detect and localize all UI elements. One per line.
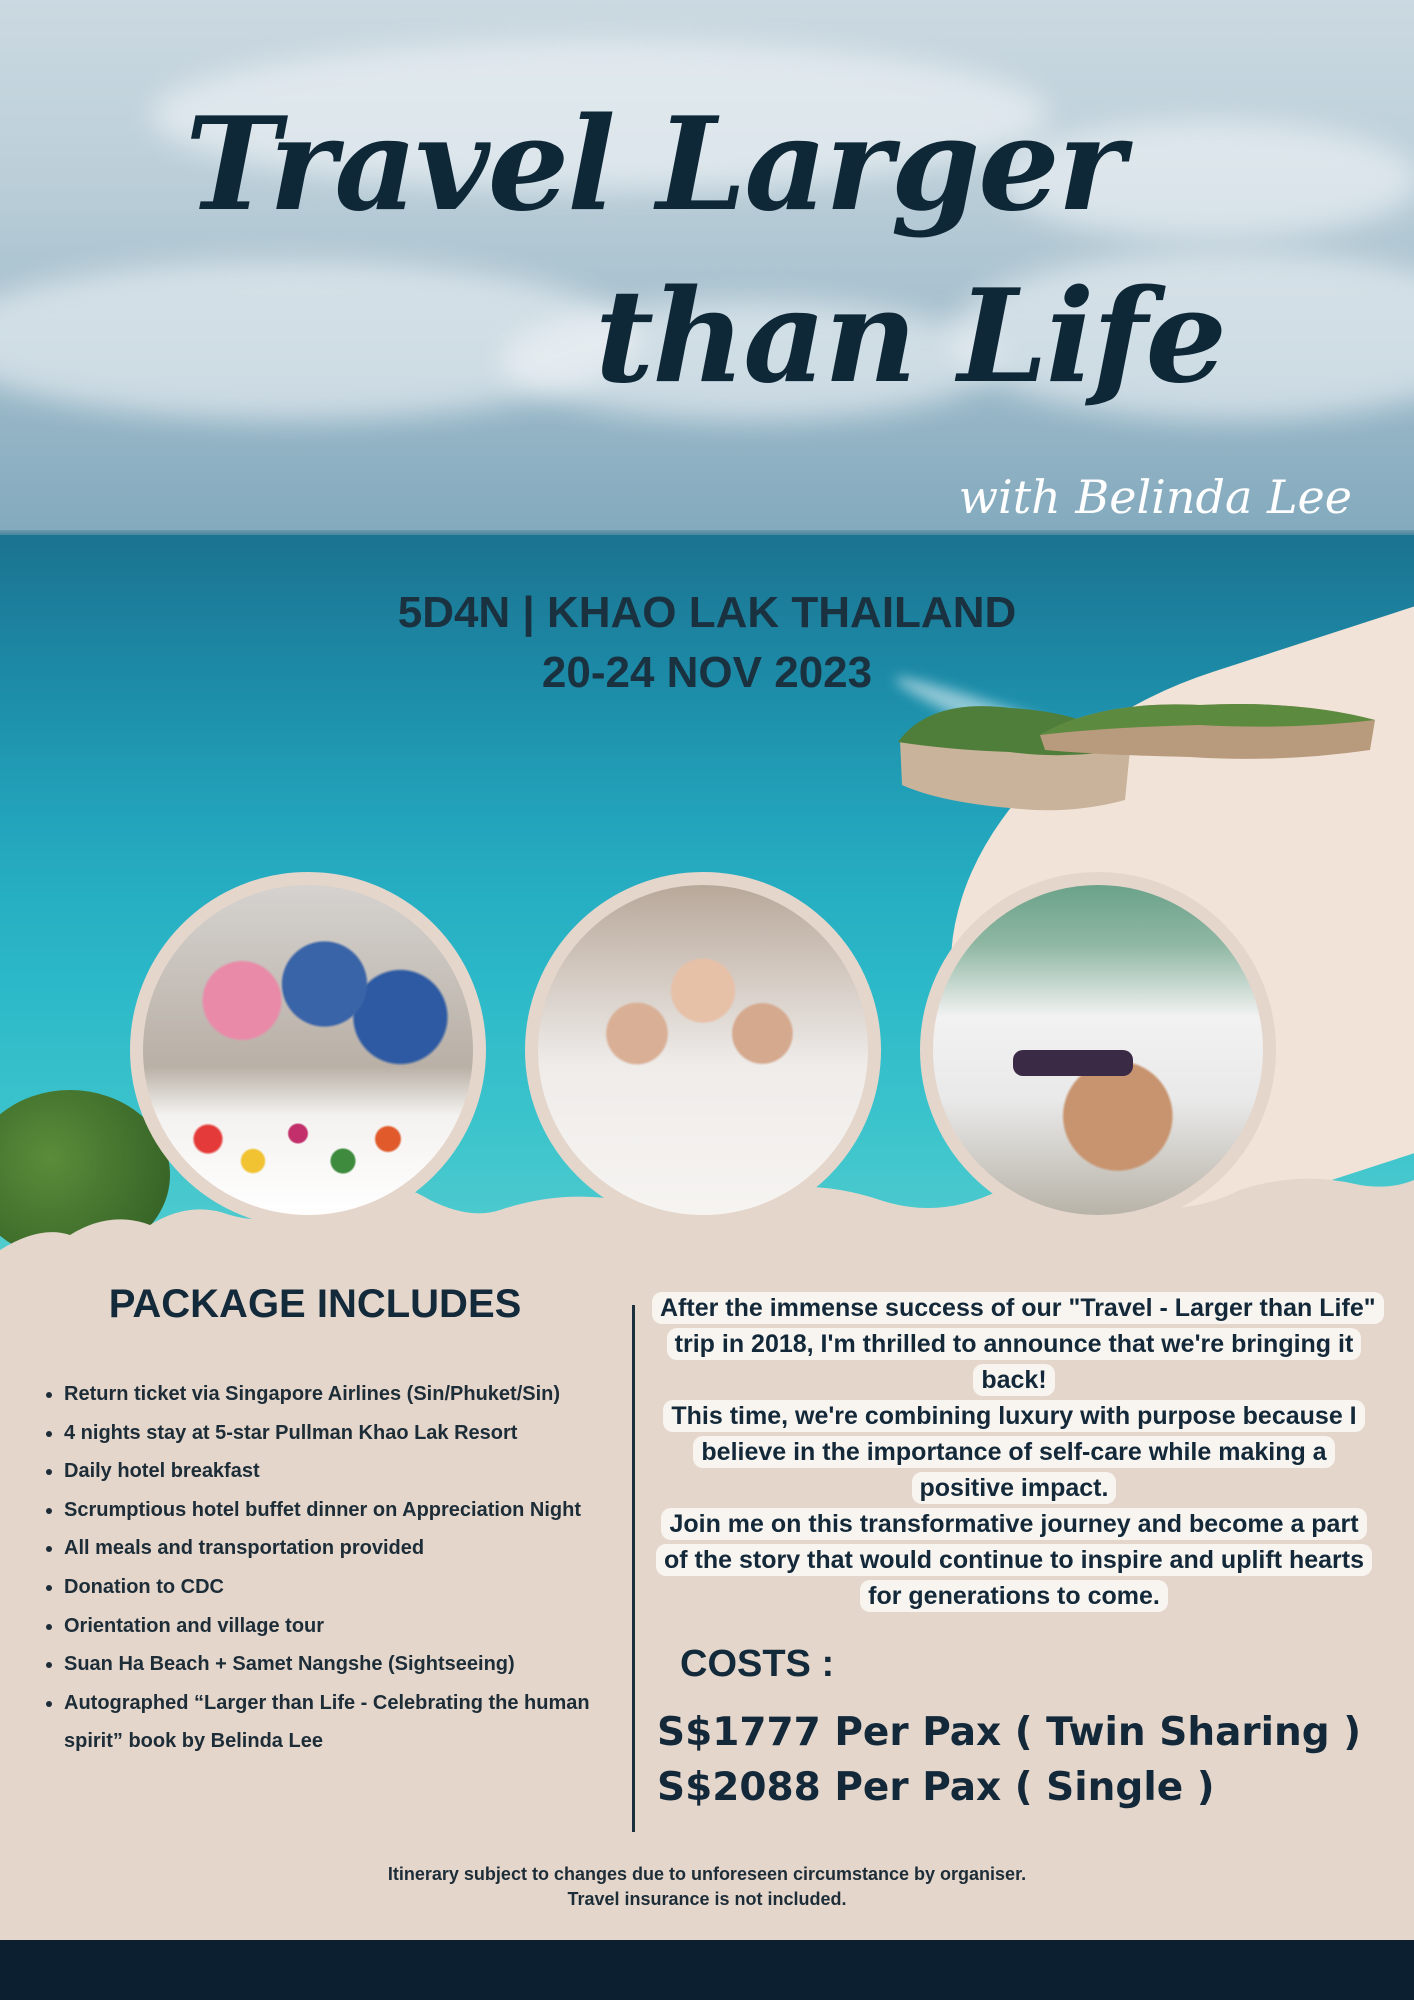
photo-host-with-children xyxy=(525,872,881,1228)
poster-title-line1: Travel Larger xyxy=(185,90,1124,240)
sunglasses xyxy=(1013,1050,1133,1076)
poster-title-line2: than Life xyxy=(595,262,1225,412)
list-item: • Scrumptious hotel buffet dinner on Appreciation Night xyxy=(64,1491,649,1530)
costs-label: COSTS : xyxy=(680,1643,835,1685)
list-item: • Suan Ha Beach + Samet Nangshe (Sightseeing) xyxy=(64,1645,649,1684)
list-item: • Donation to CDC xyxy=(64,1568,649,1607)
story-paragraph: Join me on this transformative journey and become a part of the story that would continue to inspire and uplift hearts for generations to come. xyxy=(656,1508,1372,1612)
list-item: • Daily hotel breakfast xyxy=(64,1452,649,1491)
story-paragraph: After the immense success of our "Travel - Larger than Life" trip in 2018, I'm thrilled to announce that we're bringing it back! xyxy=(652,1292,1384,1396)
list-item: • Return ticket via Singapore Airlines (Sin/Phuket/Sin) xyxy=(64,1375,649,1414)
footer-bar xyxy=(0,1940,1414,2000)
island-rock-far xyxy=(1040,695,1380,765)
trip-dates: 20-24 NOV 2023 xyxy=(541,648,873,697)
photo-children-flower-crafts xyxy=(130,872,486,1228)
list-item: • 4 nights stay at 5-star Pullman Khao Lak Resort xyxy=(64,1414,649,1453)
trip-story xyxy=(652,1290,1376,1614)
disclaimer-itinerary: Itinerary subject to changes due to unforeseen circumstance by organiser. xyxy=(387,1864,1027,1884)
poster-subtitle: with Belinda Lee xyxy=(958,470,1352,524)
package-includes-title: PACKAGE INCLUDES xyxy=(108,1282,522,1326)
list-item: • Orientation and village tour xyxy=(64,1607,649,1646)
flower-garlands xyxy=(163,1095,463,1205)
trip-duration-location: 5D4N | KHAO LAK THAILAND xyxy=(397,588,1017,637)
list-item: • All meals and transportation provided xyxy=(64,1529,649,1568)
price-single: S$2088 Per Pax ( Single ) xyxy=(657,1765,1215,1810)
story-paragraph: This time, we're combining luxury with purpose because I believe in the importance of self-care while making a positive impact. xyxy=(663,1400,1364,1504)
disclaimer-insurance: Travel insurance is not included. xyxy=(567,1889,847,1909)
price-twin-sharing: S$1777 Per Pax ( Twin Sharing ) xyxy=(657,1710,1362,1755)
photo-group-selfie xyxy=(920,872,1276,1228)
column-divider xyxy=(632,1305,635,1832)
list-item: • Autographed “Larger than Life - Celebrating the human spirit” book by Belinda Lee xyxy=(64,1684,649,1761)
package-includes-list xyxy=(30,1375,649,1761)
